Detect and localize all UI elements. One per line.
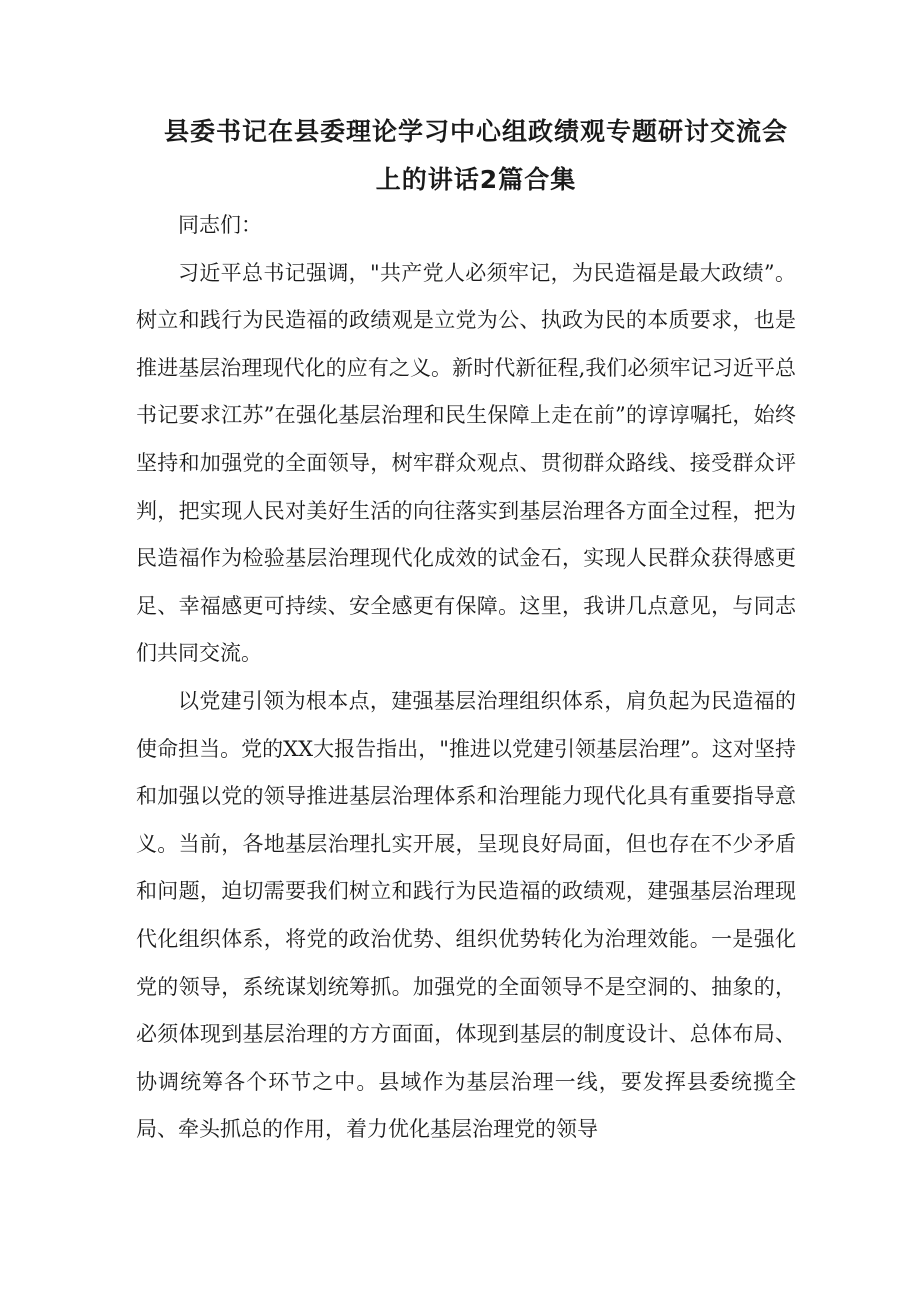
document-body [136,202,796,1154]
document-title [136,108,816,204]
paragraph-1: 习近平总书记强调，"共产党人必须牢记，为民造福是最大政绩”。树立和践行为民造福的政绩观是立党为公、执政为民的本质要求，也是推进基层治理现代化的应有之义。新时代新征程,我们必须牢记习近平总书记要求江苏”在强化基层治理和民生保障上走在前”的谆谆嘱托，始终坚持和加强党的全面领导，树牢群众观点、贯彻群众路线、接受群众评判，把实现人民对美好生活的向往落实到基层治理各方面全过程，把为民造福作为检验基层治理现代化成效的试金石，实现人民群众获得感更足、幸福感更可持续、安全感更有保障。这里，我讲几点意见，与同志们共同交流。 [136,260,796,666]
title-line-1: 县委书记在县委理论学习中心组政绩观专题研讨交流会 [163,117,788,146]
salutation: 同志们： [178,213,262,237]
title-line-2: 上的讲话2篇合集 [375,165,577,194]
paragraph-2: 以党建引领为根本点，建强基层治理组织体系，肩负起为民造福的使命担当。党的XX大报告指出，"推进以党建引领基层治理”。这对坚持和加强以党的领导推进基层治理体系和治理能力现代化具有重要指导意义。当前，各地基层治理扎实开展，呈现良好局面，但也存在不少矛盾和问题，迫切需要我们树立和践行为民造福的政绩观，建强基层治理现代化组织体系，将党的政治优势、组织优势转化为治理效能。一是强化党的领导，系统谋划统筹抓。加强党的全面领导不是空洞的、抽象的，必须体现到基层治理的方方面面，体现到基层的制度设计、总体布局、协调统筹各个环节之中。县域作为基层治理一线，要发挥县委统揽全局、牵头抓总的作用，着力优化基层治理党的领导 [136,688,796,1142]
